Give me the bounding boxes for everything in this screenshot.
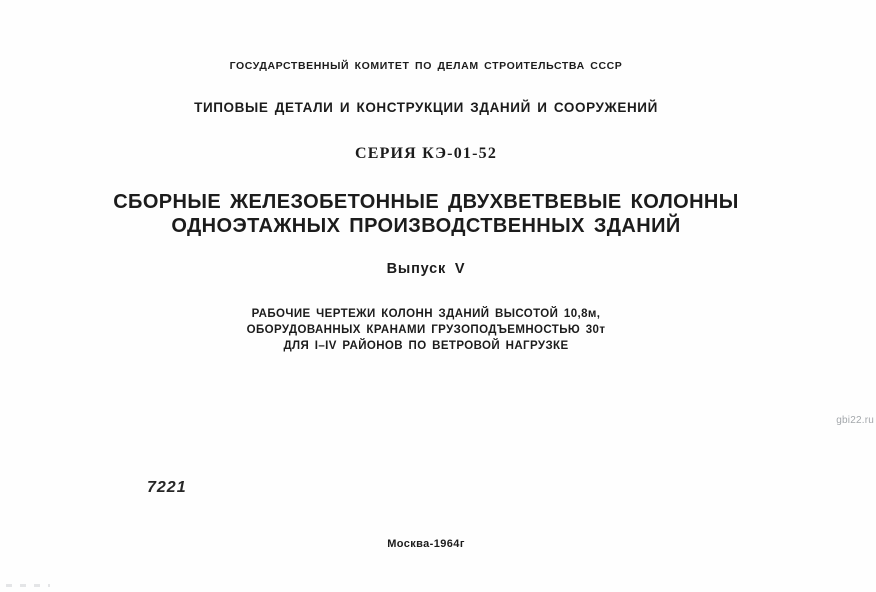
subtitle-block xyxy=(0,306,852,354)
subtitle-line3: ДЛЯ I–IV РАЙОНОВ ПО ВЕТРОВОЙ НАГРУЗКЕ xyxy=(283,340,569,352)
series-code: СЕРИЯ КЭ-01-52 xyxy=(354,145,498,162)
subtitle-line2: ОБОРУДОВАННЫХ КРАНАМИ ГРУЗОПОДЪЕМНОСТЬЮ 30т xyxy=(246,324,606,336)
site-watermark: gbi22.ru xyxy=(836,415,874,426)
document-title-line2: ОДНОЭТАЖНЫХ ПРОИЗВОДСТВЕННЫХ ЗДАНИЙ xyxy=(171,215,681,237)
stamp-number: 7221 xyxy=(147,479,187,496)
document-title xyxy=(0,190,852,238)
scan-noise-artifact xyxy=(6,584,50,587)
issue-number: Выпуск V xyxy=(386,261,466,277)
series-heading: ТИПОВЫЕ ДЕТАЛИ И КОНСТРУКЦИИ ЗДАНИЙ И СООРУЖЕНИЙ xyxy=(194,100,658,115)
document-title-line1: СБОРНЫЕ ЖЕЛЕЗОБЕТОННЫЕ ДВУХВЕТВЕВЫЕ КОЛОННЫ xyxy=(113,191,739,213)
committee-name: ГОСУДАРСТВЕННЫЙ КОМИТЕТ ПО ДЕЛАМ СТРОИТЕЛЬСТВА СССР xyxy=(229,60,623,72)
subtitle-line1: РАБОЧИЕ ЧЕРТЕЖИ КОЛОНН ЗДАНИЙ ВЫСОТОЙ 10,8м, xyxy=(251,308,601,320)
imprint-city-year: Москва-1964г xyxy=(387,538,465,550)
